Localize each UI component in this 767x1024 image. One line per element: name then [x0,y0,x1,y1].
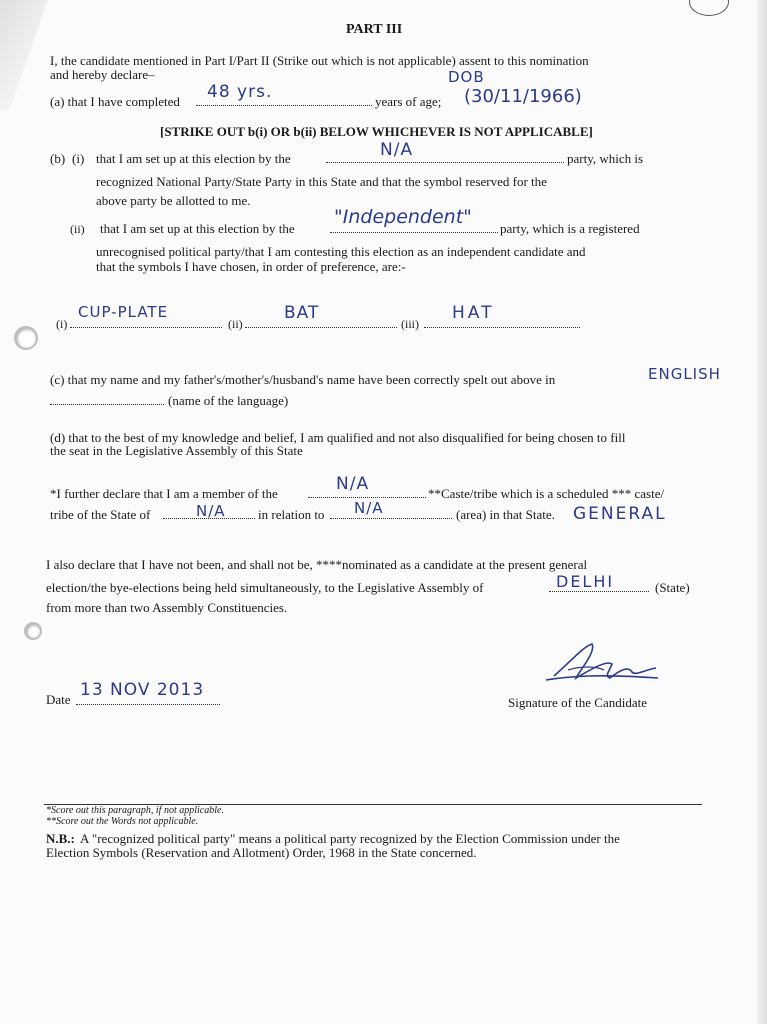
page-edge [757,0,767,1024]
declaration-line-1: I also declare that I have not been, and shall not be, ****nominated as a candidate at the present general [46,557,588,572]
symbol-3-field-line [424,327,580,328]
assembly-state-field-line [549,591,649,592]
caste-line-2-prefix: tribe of the State of [50,507,151,522]
age-field-line [196,105,372,106]
symbol-2-field-line [245,327,397,328]
clause-bii-line-2: unrecognised political party/that I am contesting this election as an independent candidate and [96,244,586,259]
strike-instruction: [STRIKE OUT b(i) OR b(ii) BELOW WHICHEVER IS NOT APPLICABLE] [160,124,593,139]
date-field-line [76,704,220,705]
symbol-1-label: (i) [56,317,68,331]
caste-line-1-prefix: *I further declare that I am a member of the [50,486,278,501]
clause-d-line-1: (d) that to the best of my knowledge and belief, I am qualified and not also disqualified for being chosen to fill [50,430,626,445]
nb-label: N.B.: [46,831,75,846]
page-title: PART III [346,22,403,37]
symbol-3-label: (iii) [401,317,419,331]
symbol-1-handwritten: CUP-PLATE [78,303,169,321]
clause-bii-line-1-suffix: party, which is a registered [500,221,640,236]
caste-line-2-mid: in relation to [258,507,325,522]
bi-party-field-line [326,162,564,163]
signature-label: Signature of the Candidate [508,695,647,710]
date-label: Date [46,692,71,707]
bii-party-handwritten: "Independent" [334,206,472,228]
area-handwritten: N/A [354,499,384,517]
clause-bi-line-2: recognized National Party/State Party in this State and that the symbol reserved for the [96,174,547,189]
bii-party-field-line [330,232,498,233]
clause-a-label: (a) that I have completed [50,94,180,109]
clause-bii-line-1: that I am set up at this election by the [100,221,295,236]
clause-bi-label: (i) [72,151,85,166]
clause-a-suffix: years of age; [375,94,442,109]
assembly-state-handwritten: DELHI [556,572,615,591]
caste-line-1-suffix: **Caste/tribe which is a scheduled *** caste/ [428,486,665,501]
language-field-line [50,404,164,405]
language-handwritten: ENGLISH [648,365,721,383]
age-handwritten: 48 yrs. [207,82,273,102]
clause-d-line-2: the seat in the Legislative Assembly of this State [50,443,303,458]
clause-bi-line-1-suffix: party, which is [567,151,644,166]
state-handwritten: N/A [196,502,226,520]
punch-hole [26,624,40,638]
clause-bi-line-1: that I am set up at this election by the [96,151,291,166]
footnote-1: *Score out this paragraph, if not applicable. [46,805,224,816]
caste-field-line [308,497,426,498]
nb-line-2: Election Symbols (Reservation and Allotment) Order, 1968 in the State concerned. [46,845,477,860]
footnote-2: **Score out the Words not applicable. [46,816,199,827]
declaration-line-3: from more than two Assembly Constituencies. [46,600,288,615]
clause-c-line-1: (c) that my name and my father's/mother's/husband's name have been correctly spelt out above in [50,372,556,387]
clause-b-label: (b) [50,151,66,166]
symbol-2-handwritten: BAT [284,303,320,323]
dob-handwritten: (30/11/1966) [464,86,582,107]
candidate-signature [540,640,664,690]
bi-party-handwritten: N/A [380,140,414,160]
declaration-line-2-suffix: (State) [655,580,690,595]
page-curl [0,0,48,110]
date-handwritten: 13 NOV 2013 [80,680,205,700]
category-handwritten: GENERAL [573,504,667,524]
dob-label-handwritten: DOB [448,68,485,86]
clause-bii-line-3: that the symbols I have chosen, in order of preference, are:- [96,259,406,274]
clause-c-line-2: (name of the language) [168,393,289,408]
clause-bi-line-3: above party be allotted to me. [96,193,251,208]
intro-line-2: and hereby declare– [50,67,155,82]
declaration-line-2-prefix: election/the bye-elections being held simultaneously, to the Legislative Assembly of [46,580,484,595]
caste-handwritten: N/A [336,474,370,494]
symbol-3-handwritten: HAT [452,303,495,323]
nb-line-1: A "recognized political party" means a political party recognized by the Election Commission under the [80,831,620,846]
page-number-circle [689,0,729,16]
caste-line-2-suffix: (area) in that State. [456,507,555,522]
clause-bii-label: (ii) [70,222,85,236]
punch-hole [16,328,36,348]
intro-line-1: I, the candidate mentioned in Part I/Part II (Strike out which is not applicable) assent to this nomination [50,53,589,68]
symbol-2-label: (ii) [228,317,243,331]
symbol-1-field-line [70,327,222,328]
area-field-line [330,518,452,519]
